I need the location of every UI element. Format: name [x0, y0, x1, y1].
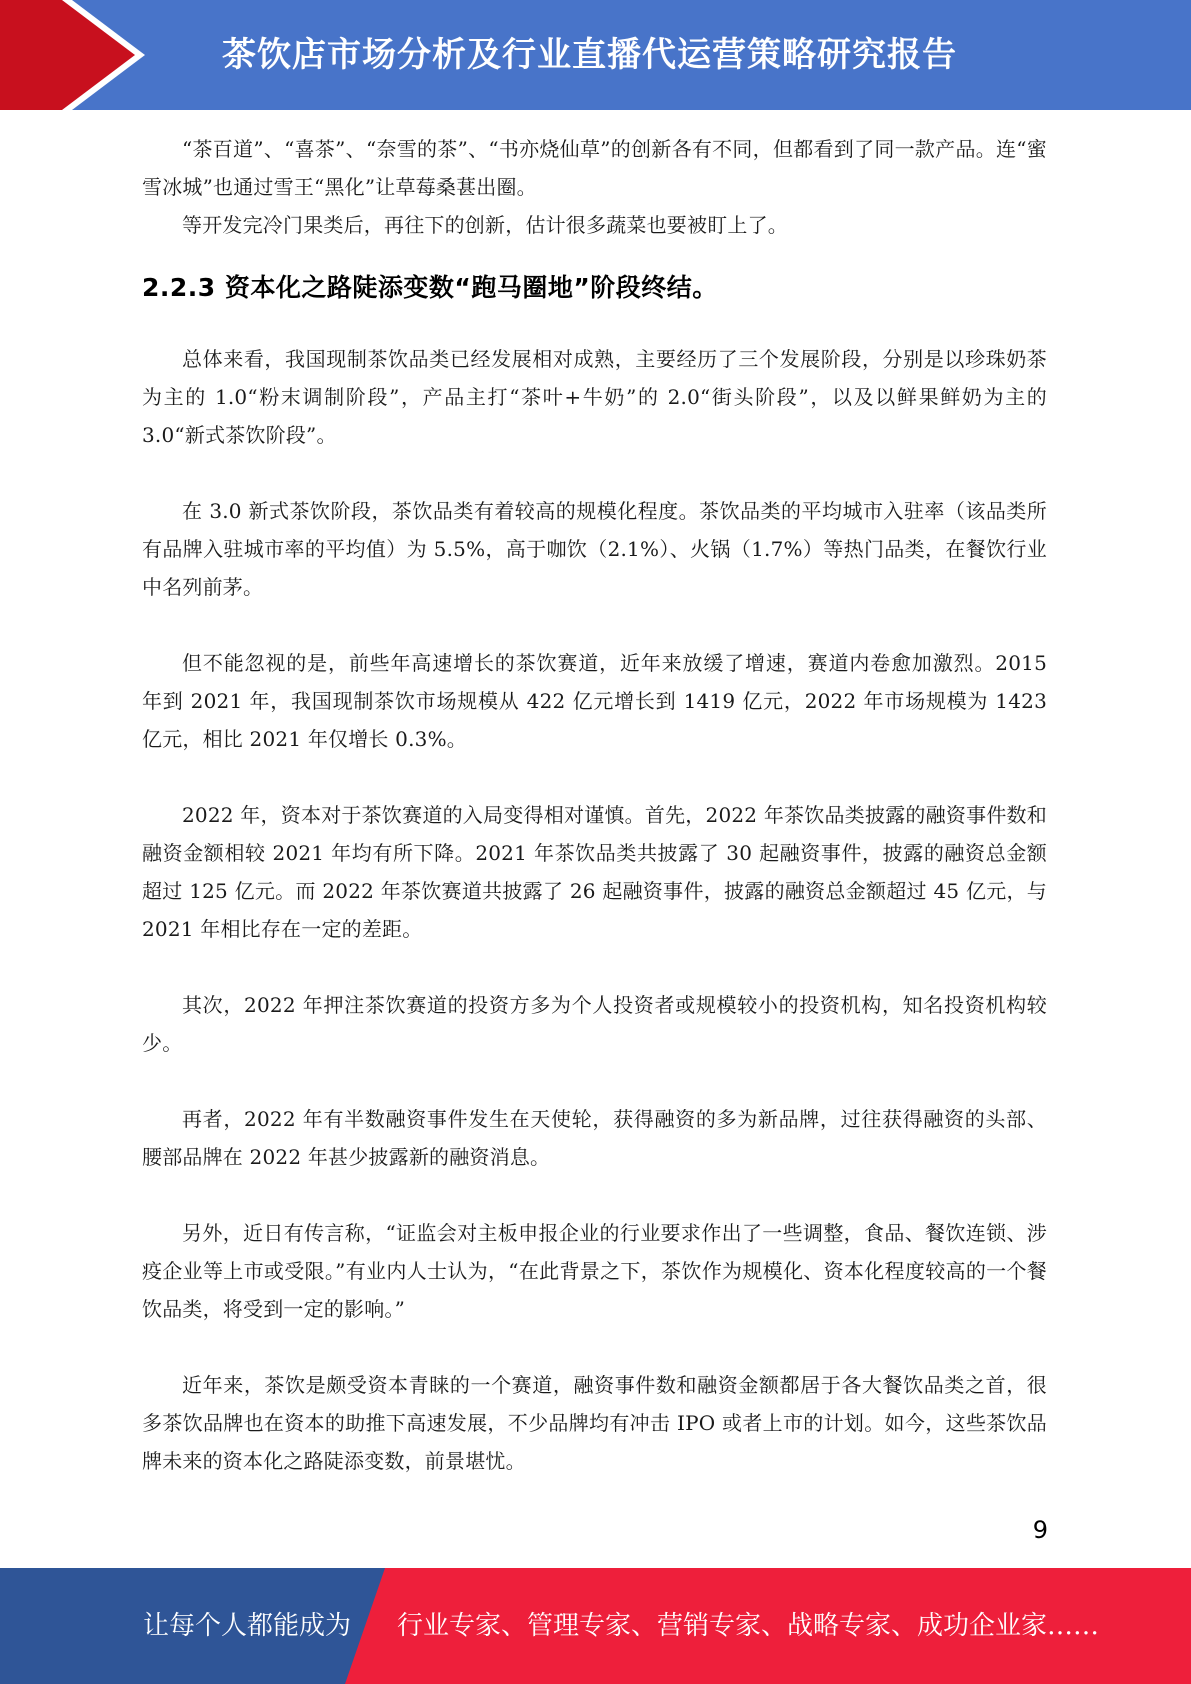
body-paragraph: 在 3.0 新式茶饮阶段，茶饮品类有着较高的规模化程度。茶饮品类的平均城市入驻率（该品类所有品牌入驻城市率的平均值）为 5.5%，高于咖饮（2.1%）、火锅（1.7%）等热门品类，在餐饮行业中名列前茅。: [142, 499, 1047, 599]
section-heading: 2.2.3 资本化之路陡添变数“跑马圈地”阶段终结。: [142, 273, 718, 302]
body-paragraph: 2022 年，资本对于茶饮赛道的入局变得相对谨慎。首先，2022 年茶饮品类披露的融资事件数和融资金额相较 2021 年均有所下降。2021 年茶饮品类共披露了 30 起融资事件，披露的融资总金额超过 125 亿元。而 2022 年茶饮赛道共披露了 26 起融资事件，披露的融资总金额超过 45 亿元，与 2021 年相比存在一定的差距。: [142, 803, 1047, 941]
footer-banner: [0, 1568, 1191, 1684]
footer-slogan-left: 让每个人都能成为: [143, 1611, 352, 1641]
report-title: 茶饮店市场分析及行业直播代运营策略研究报告: [222, 35, 957, 75]
body-paragraph: 另外，近日有传言称，“证监会对主板申报企业的行业要求作出了一些调整，食品、餐饮连锁、涉疫企业等上市或受限。”有业内人士认为，“在此背景之下，茶饮作为规模化、资本化程度较高的一个餐饮品类，将受到一定的影响。”: [142, 1221, 1047, 1321]
body-paragraph: 再者，2022 年有半数融资事件发生在天使轮，获得融资的多为新品牌，过往获得融资的头部、腰部品牌在 2022 年甚少披露新的融资消息。: [142, 1107, 1047, 1169]
footer-slogan-right: 行业专家、管理专家、营销专家、战略专家、成功企业家……: [397, 1611, 1100, 1641]
body-paragraph: 近年来，茶饮是颇受资本青睐的一个赛道，融资事件数和融资金额都居于各大餐饮品类之首，很多茶饮品牌也在资本的助推下高速发展，不少品牌均有冲击 IPO 或者上市的计划。如今，这些茶饮品牌未来的资本化之路陡添变数，前景堪忧。: [142, 1373, 1047, 1473]
intro-paragraph: “茶百道”、“喜茶”、“奈雪的茶”、“书亦烧仙草”的创新各有不同，但都看到了同一款产品。连“蜜雪冰城”也通过雪王“黑化”让草莓桑葚出圈。: [142, 137, 1047, 199]
intro-paragraph: 等开发完冷门果类后，再往下的创新，估计很多蔬菜也要被盯上了。: [182, 213, 788, 237]
page-content: [142, 130, 1047, 1480]
header-banner: [0, 0, 1191, 110]
body-paragraph: 但不能忽视的是，前些年高速增长的茶饮赛道，近年来放缓了增速，赛道内卷愈加激烈。2015 年到 2021 年，我国现制茶饮市场规模从 422 亿元增长到 1419 亿元，2022 年市场规模为 1423 亿元，相比 2021 年仅增长 0.3%。: [142, 651, 1047, 751]
header-arrow-decoration: [0, 0, 160, 110]
page-number: 9: [1032, 1516, 1048, 1544]
body-paragraph: 总体来看，我国现制茶饮品类已经发展相对成熟，主要经历了三个发展阶段，分别是以珍珠奶茶为主的 1.0“粉末调制阶段”，产品主打“茶叶+牛奶”的 2.0“街头阶段”，以及以鲜果鲜奶为主的 3.0“新式茶饮阶段”。: [142, 347, 1047, 447]
body-paragraph: 其次，2022 年押注茶饮赛道的投资方多为个人投资者或规模较小的投资机构，知名投资机构较少。: [142, 993, 1047, 1055]
